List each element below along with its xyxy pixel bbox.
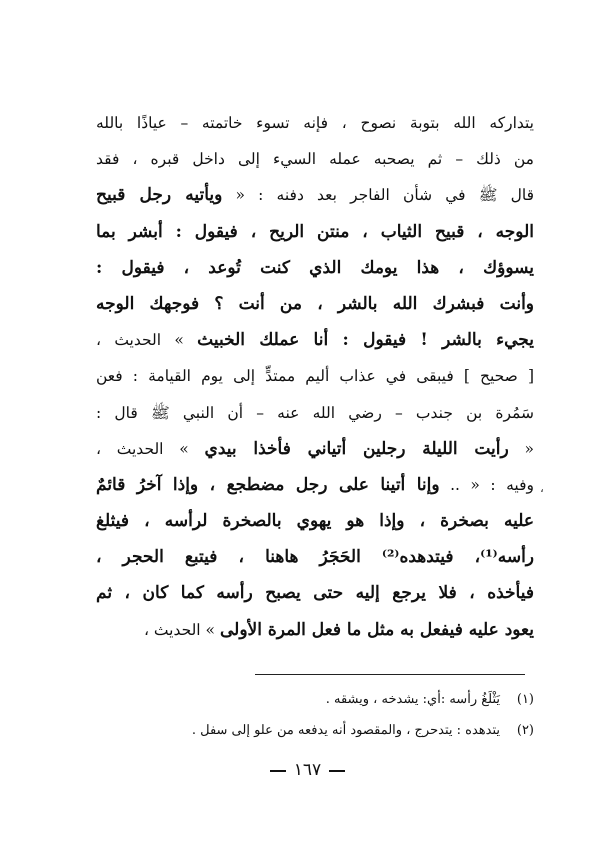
hadith-text: وإنا أتينا على رجل مضطجع ، وإذا آخرُ قائمٌ <box>96 474 440 495</box>
narrative-text: « <box>508 439 534 458</box>
margin-mark: ، <box>540 481 544 495</box>
text-line <box>96 105 534 141</box>
narrative-text: » الحديث ، <box>96 331 198 350</box>
narrative-text: » الحديث ، <box>96 439 205 458</box>
text-line <box>96 612 534 648</box>
page-number-container <box>0 760 615 780</box>
footnote-number: (٢) <box>516 723 534 738</box>
footnote-number: (١) <box>516 692 534 707</box>
narrative-text: سَمُرة بن جندب – رضي الله عنه – أن النبي ﷺ قال : <box>96 403 534 422</box>
footnote <box>96 684 534 715</box>
text-line <box>96 503 534 539</box>
narrative-text: قال ﷺ في شأن الفاجر بعد دفنه : « <box>222 186 534 205</box>
page-number-dash-left <box>270 770 286 772</box>
hadith-text: وأنت فبشرك الله بالشر ، من أنت ؟ فوجهك الوجه <box>96 293 534 314</box>
text-line <box>96 431 534 467</box>
narrative-text: من ذلك – ثم يصحبه عمله السيء إلى داخل قبره ، فقد <box>96 150 534 169</box>
text-line <box>96 322 534 358</box>
hadith-text: ويأتيه رجل قبيح <box>96 185 223 206</box>
footnote-text: يتدهده : يتدحرج ، والمقصود أنه يدفعه من علو إلى سفل . <box>191 723 500 738</box>
hadith-text: عليه بصخرة ، وإذا هو يهوي بالصخرة لرأسه ، فيثلغ <box>96 511 534 532</box>
footnote-separator <box>255 674 525 675</box>
hadith-text: رأسه⁽¹⁾، فيتدهده⁽²⁾ الحَجَرُ هاهنا ، فيتبع الحجر ، <box>96 547 534 568</box>
hadith-text: يعود عليه فيفعل به مثل ما فعل المرة الأولى <box>219 619 534 640</box>
text-line <box>96 358 534 394</box>
page-number-dash-right <box>329 770 345 772</box>
footnotes <box>96 684 534 746</box>
text-line <box>96 214 534 250</box>
text-line <box>96 141 534 177</box>
footnote <box>96 715 534 746</box>
text-line <box>96 539 534 575</box>
narrative-text: وفيه : « .. <box>439 475 534 494</box>
hadith-text: يجيء بالشر ! فيقول : أنا عملك الخبيث <box>197 330 534 351</box>
hadith-text: يسوؤك ، هذا يومك الذي كنت تُوعد ، فيقول : <box>96 257 534 278</box>
narrative-text: [ صحيح ] فيبقى في عذاب أليم ممتدٍّ إلى يوم القيامة : فعن <box>96 367 534 386</box>
hadith-text: فيأخذه ، فلا يرجع إليه حتى يصبح رأسه كما كان ، ثم <box>96 583 534 604</box>
text-line <box>96 395 534 431</box>
page-number: ١٦٧ <box>293 760 322 780</box>
text-line <box>96 575 534 611</box>
hadith-text: رأيت الليلة رجلين أتياني فأخذا بيدي <box>204 438 509 459</box>
hadith-text: الوجه ، قبيح الثياب ، منتن الريح ، فيقول : أبشر بما <box>96 221 534 242</box>
text-line <box>96 177 534 213</box>
narrative-text: » الحديث ، <box>143 620 220 639</box>
text-line <box>96 250 534 286</box>
footnote-text: يَثْلَغُ رأسه :أي: يشدخه ، ويشقه . <box>325 692 500 707</box>
main-text <box>96 105 534 648</box>
text-line <box>96 467 534 503</box>
narrative-text: يتداركه الله بتوبة نصوح ، فإنه تسوء خاتمته – عياذًا بالله <box>96 114 534 132</box>
text-line <box>96 286 534 322</box>
